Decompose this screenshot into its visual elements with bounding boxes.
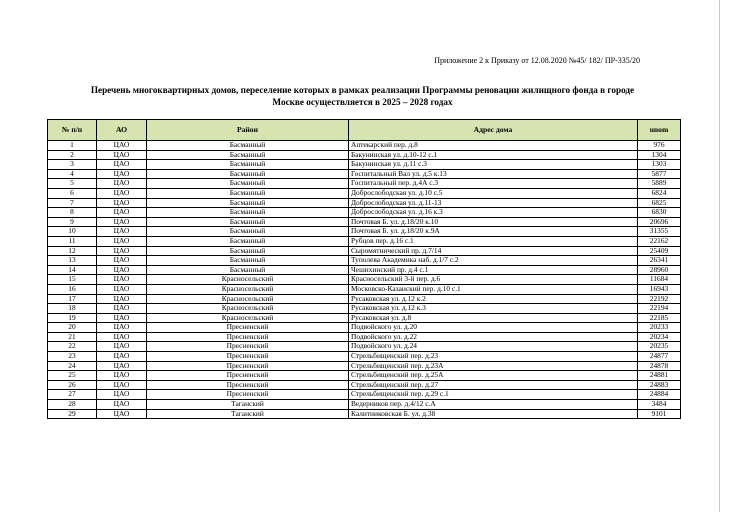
cell-unom: 22185 (638, 313, 681, 323)
cell-okrug: ЦАО (97, 198, 147, 208)
cell-unom: 11684 (638, 275, 681, 285)
cell-okrug: ЦАО (97, 294, 147, 304)
cell-district: Басманный (147, 169, 349, 179)
cell-district: Басманный (147, 208, 349, 218)
table-row (48, 150, 681, 160)
cell-unom: 6824 (638, 188, 681, 198)
cell-address: Ведерников пер. д.4/12 с.А (349, 400, 638, 410)
cell-address: Рубцов пер. д.16 с.1 (349, 236, 638, 246)
cell-unom: 24881 (638, 371, 681, 381)
cell-okrug: ЦАО (97, 227, 147, 237)
cell-district: Басманный (147, 188, 349, 198)
cell-okrug: ЦАО (97, 141, 147, 151)
cell-district: Таганский (147, 400, 349, 410)
cell-number: 12 (48, 246, 97, 256)
cell-unom: 26341 (638, 256, 681, 266)
cell-okrug: ЦАО (97, 160, 147, 170)
cell-unom: 22192 (638, 294, 681, 304)
buildings-table (47, 119, 681, 419)
cell-address: Почтовая Б. ул. д.18/20 к.9А (349, 227, 638, 237)
column-header-district: Район (147, 120, 349, 141)
table-body (48, 141, 681, 419)
column-header-unom: unom (638, 120, 681, 141)
cell-number: 6 (48, 188, 97, 198)
table-row (48, 409, 681, 419)
cell-unom: 24883 (638, 380, 681, 390)
cell-number: 23 (48, 352, 97, 362)
cell-okrug: ЦАО (97, 217, 147, 227)
cell-unom: 6825 (638, 198, 681, 208)
table-row (48, 208, 681, 218)
cell-unom: 1304 (638, 150, 681, 160)
cell-address: Туполева Академика наб. д.1/7 с.2 (349, 256, 638, 266)
cell-number: 2 (48, 150, 97, 160)
cell-number: 25 (48, 371, 97, 381)
table-row (48, 400, 681, 410)
table-row (48, 294, 681, 304)
cell-unom: 5877 (638, 169, 681, 179)
cell-district: Басманный (147, 160, 349, 170)
cell-unom: 20234 (638, 332, 681, 342)
document-title (45, 84, 680, 108)
cell-okrug: ЦАО (97, 246, 147, 256)
cell-address: Доброслободская ул. д.16 к.3 (349, 208, 638, 218)
table-row (48, 390, 681, 400)
cell-number: 4 (48, 169, 97, 179)
table-row (48, 265, 681, 275)
cell-unom: 3484 (638, 400, 681, 410)
cell-address: Калитниковская Б. ул. д.38 (349, 409, 638, 419)
cell-okrug: ЦАО (97, 380, 147, 390)
cell-okrug: ЦАО (97, 275, 147, 285)
cell-district: Басманный (147, 227, 349, 237)
table-row (48, 198, 681, 208)
page-edge-divider (719, 0, 720, 512)
cell-okrug: ЦАО (97, 342, 147, 352)
table-row (48, 236, 681, 246)
cell-address: Русаковская ул. д.12 к.2 (349, 294, 638, 304)
cell-address: Бакунинская ул. д.11 с.3 (349, 160, 638, 170)
cell-district: Красносельский (147, 284, 349, 294)
cell-address: Почтовая Б. ул. д.18/20 к.10 (349, 217, 638, 227)
cell-district: Басманный (147, 179, 349, 189)
table-row (48, 380, 681, 390)
cell-number: 8 (48, 208, 97, 218)
cell-address: Стрельбищенский пер. д.25А (349, 371, 638, 381)
cell-unom: 28960 (638, 265, 681, 275)
cell-unom: 31355 (638, 227, 681, 237)
cell-address: Московско-Казанский пер. д.10 с.1 (349, 284, 638, 294)
table-row (48, 352, 681, 362)
cell-address: Доброслободская ул. д.11-13 (349, 198, 638, 208)
cell-address: Подвойского ул. д.20 (349, 323, 638, 333)
cell-district: Басманный (147, 256, 349, 266)
cell-okrug: ЦАО (97, 256, 147, 266)
cell-district: Басманный (147, 217, 349, 227)
cell-district: Басманный (147, 150, 349, 160)
cell-unom: 976 (638, 141, 681, 151)
cell-address: Госпитальный Вал ул. д.5 к.13 (349, 169, 638, 179)
cell-unom: 16943 (638, 284, 681, 294)
table-row (48, 323, 681, 333)
cell-district: Пресненский (147, 323, 349, 333)
cell-number: 15 (48, 275, 97, 285)
table-row (48, 371, 681, 381)
cell-address: Сыромятнический пр. д.7/14 (349, 246, 638, 256)
cell-number: 24 (48, 361, 97, 371)
cell-address: Чешихинский пр. д.4 с.1 (349, 265, 638, 275)
cell-district: Басманный (147, 198, 349, 208)
cell-number: 13 (48, 256, 97, 266)
cell-unom: 25409 (638, 246, 681, 256)
table-row (48, 332, 681, 342)
cell-address: Подвойского ул. д.22 (349, 332, 638, 342)
cell-district: Красносельский (147, 304, 349, 314)
table-row (48, 342, 681, 352)
table-row (48, 284, 681, 294)
cell-address: Красносельский 3-й пер. д.6 (349, 275, 638, 285)
cell-district: Пресненский (147, 361, 349, 371)
cell-number: 17 (48, 294, 97, 304)
cell-unom: 6830 (638, 208, 681, 218)
cell-district: Пресненский (147, 352, 349, 362)
cell-number: 21 (48, 332, 97, 342)
cell-okrug: ЦАО (97, 150, 147, 160)
cell-number: 19 (48, 313, 97, 323)
cell-okrug: ЦАО (97, 313, 147, 323)
cell-unom: 22162 (638, 236, 681, 246)
cell-district: Басманный (147, 246, 349, 256)
cell-okrug: ЦАО (97, 409, 147, 419)
table-row (48, 313, 681, 323)
column-header-address: Адрес дома (349, 120, 638, 141)
cell-number: 11 (48, 236, 97, 246)
cell-unom: 5889 (638, 179, 681, 189)
cell-okrug: ЦАО (97, 371, 147, 381)
table-row (48, 227, 681, 237)
cell-unom: 20235 (638, 342, 681, 352)
column-header-district-okrug: АО (97, 120, 147, 141)
cell-address: Аптекарский пер. д.8 (349, 141, 638, 151)
table-row (48, 361, 681, 371)
cell-district: Красносельский (147, 275, 349, 285)
cell-number: 14 (48, 265, 97, 275)
cell-address: Госпитальный пер. д.4А с.3 (349, 179, 638, 189)
cell-number: 1 (48, 141, 97, 151)
cell-okrug: ЦАО (97, 236, 147, 246)
table-row (48, 304, 681, 314)
cell-district: Красносельский (147, 313, 349, 323)
cell-unom: 1303 (638, 160, 681, 170)
cell-district: Таганский (147, 409, 349, 419)
table-row (48, 169, 681, 179)
cell-okrug: ЦАО (97, 361, 147, 371)
cell-okrug: ЦАО (97, 323, 147, 333)
cell-okrug: ЦАО (97, 304, 147, 314)
cell-district: Пресненский (147, 371, 349, 381)
cell-unom: 20696 (638, 217, 681, 227)
table-row (48, 217, 681, 227)
cell-okrug: ЦАО (97, 400, 147, 410)
table-row (48, 179, 681, 189)
cell-unom: 22194 (638, 304, 681, 314)
cell-number: 5 (48, 179, 97, 189)
table-row (48, 160, 681, 170)
table-row (48, 141, 681, 151)
cell-number: 16 (48, 284, 97, 294)
cell-okrug: ЦАО (97, 352, 147, 362)
cell-district: Пресненский (147, 390, 349, 400)
cell-address: Русаковская ул. д.12 к.3 (349, 304, 638, 314)
cell-district: Басманный (147, 265, 349, 275)
cell-unom: 9101 (638, 409, 681, 419)
cell-number: 10 (48, 227, 97, 237)
column-header-number: № п/п (48, 120, 97, 141)
cell-number: 26 (48, 380, 97, 390)
table-header-row (48, 120, 681, 141)
cell-okrug: ЦАО (97, 332, 147, 342)
cell-address: Стрельбищенский пер. д.23 (349, 352, 638, 362)
cell-unom: 24884 (638, 390, 681, 400)
cell-district: Пресненский (147, 380, 349, 390)
cell-address: Стрельбищенский пер. д.27 (349, 380, 638, 390)
cell-district: Пресненский (147, 342, 349, 352)
cell-okrug: ЦАО (97, 265, 147, 275)
table-row (48, 246, 681, 256)
table-row (48, 256, 681, 266)
table-row (48, 188, 681, 198)
cell-unom: 20233 (638, 323, 681, 333)
cell-district: Басманный (147, 236, 349, 246)
cell-okrug: ЦАО (97, 179, 147, 189)
cell-district: Пресненский (147, 332, 349, 342)
cell-number: 18 (48, 304, 97, 314)
cell-address: Доброслободская ул. д.10 с.5 (349, 188, 638, 198)
title-line-1: Перечень многоквартирных домов, переселение которых в рамках реализации Программы реновации жилищного фонда в городе (90, 85, 635, 95)
annex-reference: Приложение 2 к Приказу от 12.08.2020 №45/ 182/ ПР-335/20 (434, 56, 640, 65)
cell-number: 9 (48, 217, 97, 227)
cell-number: 22 (48, 342, 97, 352)
cell-address: Стрельбищенский пер. д.23А (349, 361, 638, 371)
cell-number: 29 (48, 409, 97, 419)
cell-district: Басманный (147, 141, 349, 151)
cell-address: Подвойского ул. д.24 (349, 342, 638, 352)
cell-okrug: ЦАО (97, 188, 147, 198)
cell-unom: 24877 (638, 352, 681, 362)
cell-address: Русаковская ул. д.8 (349, 313, 638, 323)
cell-number: 7 (48, 198, 97, 208)
cell-address: Бакунинская ул. д.10-12 с.1 (349, 150, 638, 160)
cell-number: 27 (48, 390, 97, 400)
cell-number: 20 (48, 323, 97, 333)
cell-number: 28 (48, 400, 97, 410)
title-line-2: Москве осуществляется в 2025 – 2028 годах (272, 97, 453, 107)
cell-unom: 24878 (638, 361, 681, 371)
cell-okrug: ЦАО (97, 284, 147, 294)
cell-number: 3 (48, 160, 97, 170)
cell-address: Стрельбищенский пер. д.29 с.1 (349, 390, 638, 400)
cell-okrug: ЦАО (97, 208, 147, 218)
cell-okrug: ЦАО (97, 169, 147, 179)
table-row (48, 275, 681, 285)
cell-okrug: ЦАО (97, 390, 147, 400)
cell-district: Красносельский (147, 294, 349, 304)
